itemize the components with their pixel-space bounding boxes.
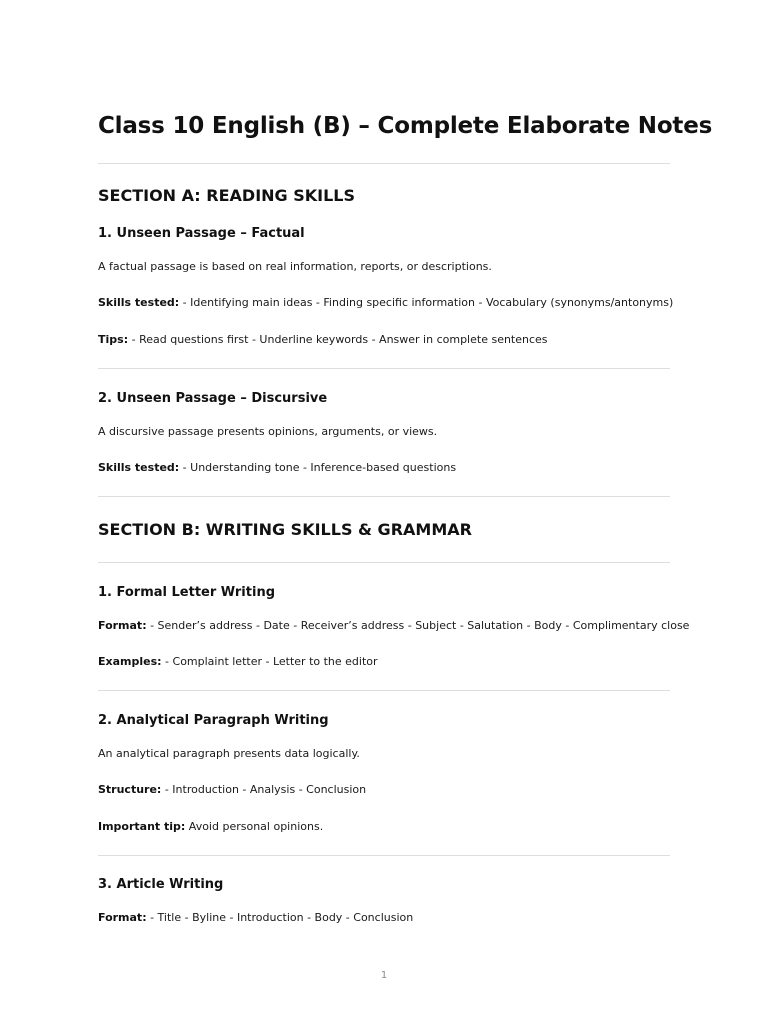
analytical-paragraph-intro: An analytical paragraph presents data logically.: [98, 747, 360, 760]
factual-tips: [98, 332, 548, 348]
format-text: - Sender’s address - Date - Receiver’s address - Subject - Salutation - Body - Complimentary close: [146, 619, 690, 632]
factual-passage-heading: 1. Unseen Passage – Factual: [98, 226, 305, 241]
skills-text: - Identifying main ideas - Finding specific information - Vocabulary (synonyms/antonyms): [179, 296, 674, 309]
formal-letter-examples: [98, 654, 378, 670]
article-writing-heading: 3. Article Writing: [98, 877, 224, 892]
discursive-passage-intro: A discursive passage presents opinions, arguments, or views.: [98, 425, 438, 438]
factual-passage-intro: A factual passage is based on real information, reports, or descriptions.: [98, 260, 492, 273]
tips-text: - Read questions first - Underline keywords - Answer in complete sentences: [128, 333, 548, 346]
format-label: Format:: [98, 619, 147, 632]
format-label: Format:: [98, 911, 147, 924]
analytical-structure: [98, 782, 366, 798]
section-a-heading: SECTION A: READING SKILLS: [98, 186, 356, 205]
analytical-paragraph-heading: 2. Analytical Paragraph Writing: [98, 713, 329, 728]
format-text: - Title - Byline - Introduction - Body - Conclusion: [146, 911, 414, 924]
skills-label: Skills tested:: [98, 461, 180, 474]
formal-letter-format: [98, 618, 689, 634]
tips-label: Tips:: [98, 333, 129, 346]
article-writing-format: [98, 910, 413, 926]
analytical-important-tip: [98, 819, 323, 835]
formal-letter-heading: 1. Formal Letter Writing: [98, 585, 275, 600]
examples-text: - Complaint letter - Letter to the editor: [161, 655, 378, 668]
divider: [98, 496, 670, 497]
structure-text: - Introduction - Analysis - Conclusion: [161, 783, 367, 796]
tip-text: Avoid personal opinions.: [185, 820, 324, 833]
discursive-passage-heading: 2. Unseen Passage – Discursive: [98, 391, 328, 406]
divider: [98, 855, 670, 856]
divider: [98, 562, 670, 563]
divider: [98, 368, 670, 369]
divider: [98, 163, 670, 164]
structure-label: Structure:: [98, 783, 162, 796]
skills-label: Skills tested:: [98, 296, 180, 309]
document-title: Class 10 English (B) – Complete Elaborate Notes: [98, 113, 713, 139]
tip-label: Important tip:: [98, 820, 186, 833]
page-number: 1: [380, 970, 388, 981]
skills-text: - Understanding tone - Inference-based questions: [179, 461, 457, 474]
section-b-heading: SECTION B: WRITING SKILLS & GRAMMAR: [98, 520, 472, 539]
factual-skills-tested: [98, 295, 673, 311]
examples-label: Examples:: [98, 655, 162, 668]
divider: [98, 690, 670, 691]
discursive-skills-tested: [98, 460, 456, 476]
